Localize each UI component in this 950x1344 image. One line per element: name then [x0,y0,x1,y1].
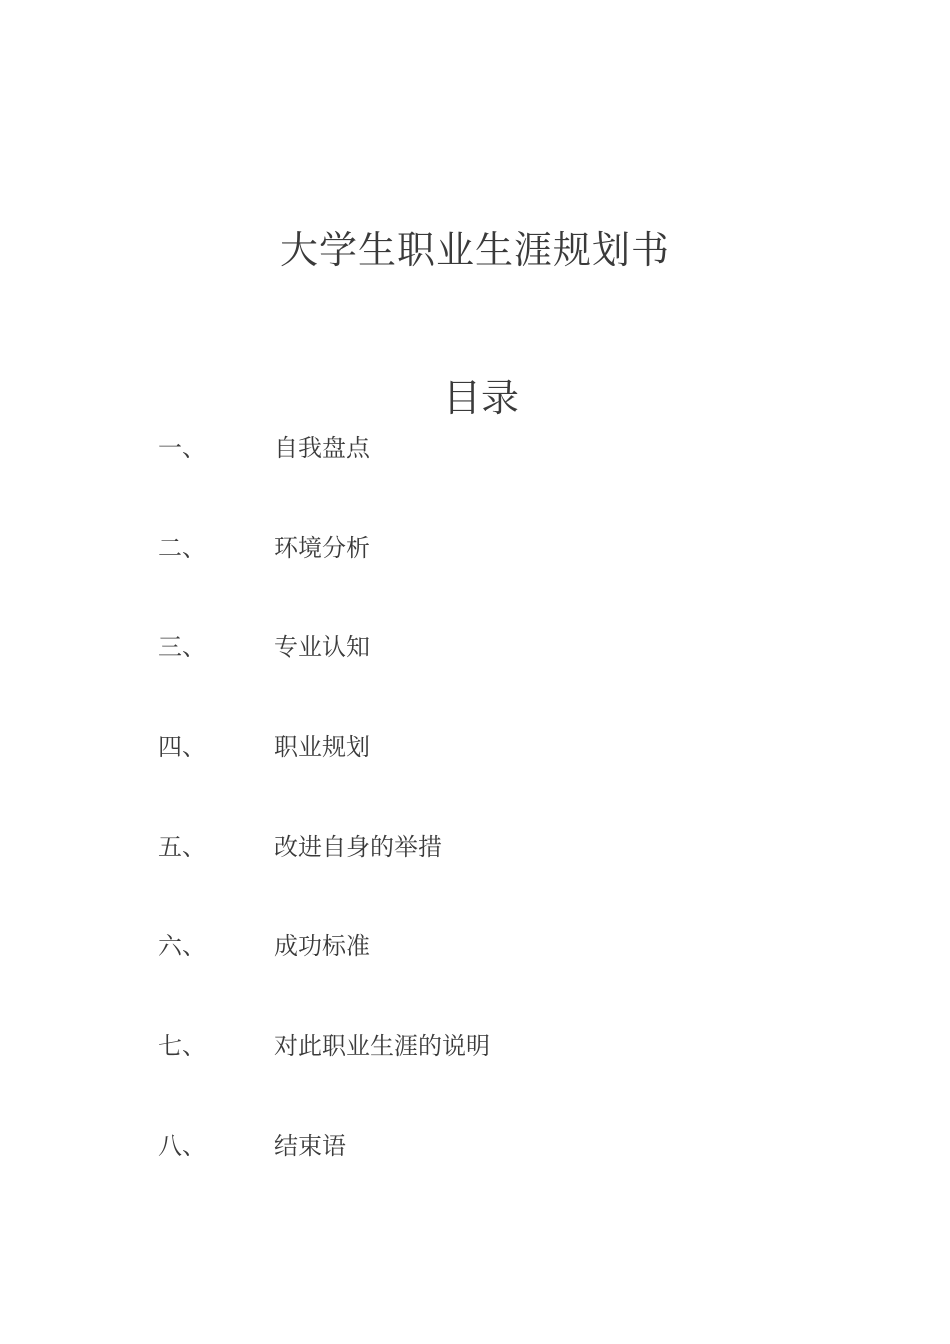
toc-heading: 目录 [442,376,519,420]
toc-item-number: 六、 [158,932,206,961]
toc-item-number: 一、 [158,434,206,462]
toc-item-number: 四、 [158,733,206,762]
toc-item-text: 改进自身的举措 [274,832,442,861]
toc-item-text: 职业规划 [274,733,370,762]
toc-item-text: 环境分析 [274,533,370,562]
toc-item-text: 专业认知 [274,633,370,662]
toc-item-number: 五、 [158,832,206,861]
toc-item-number: 七、 [158,1032,206,1061]
toc-item-number: 八、 [158,1131,206,1160]
toc-item-text: 对此职业生涯的说明 [274,1032,490,1061]
toc-item-number: 三、 [158,633,206,662]
document-title: 大学生职业生涯规划书 [279,228,670,272]
toc-item-text: 成功标准 [274,932,370,961]
toc-item-text: 自我盘点 [274,434,370,462]
toc-item-text: 结束语 [274,1131,346,1160]
toc-item-number: 二、 [158,533,206,562]
